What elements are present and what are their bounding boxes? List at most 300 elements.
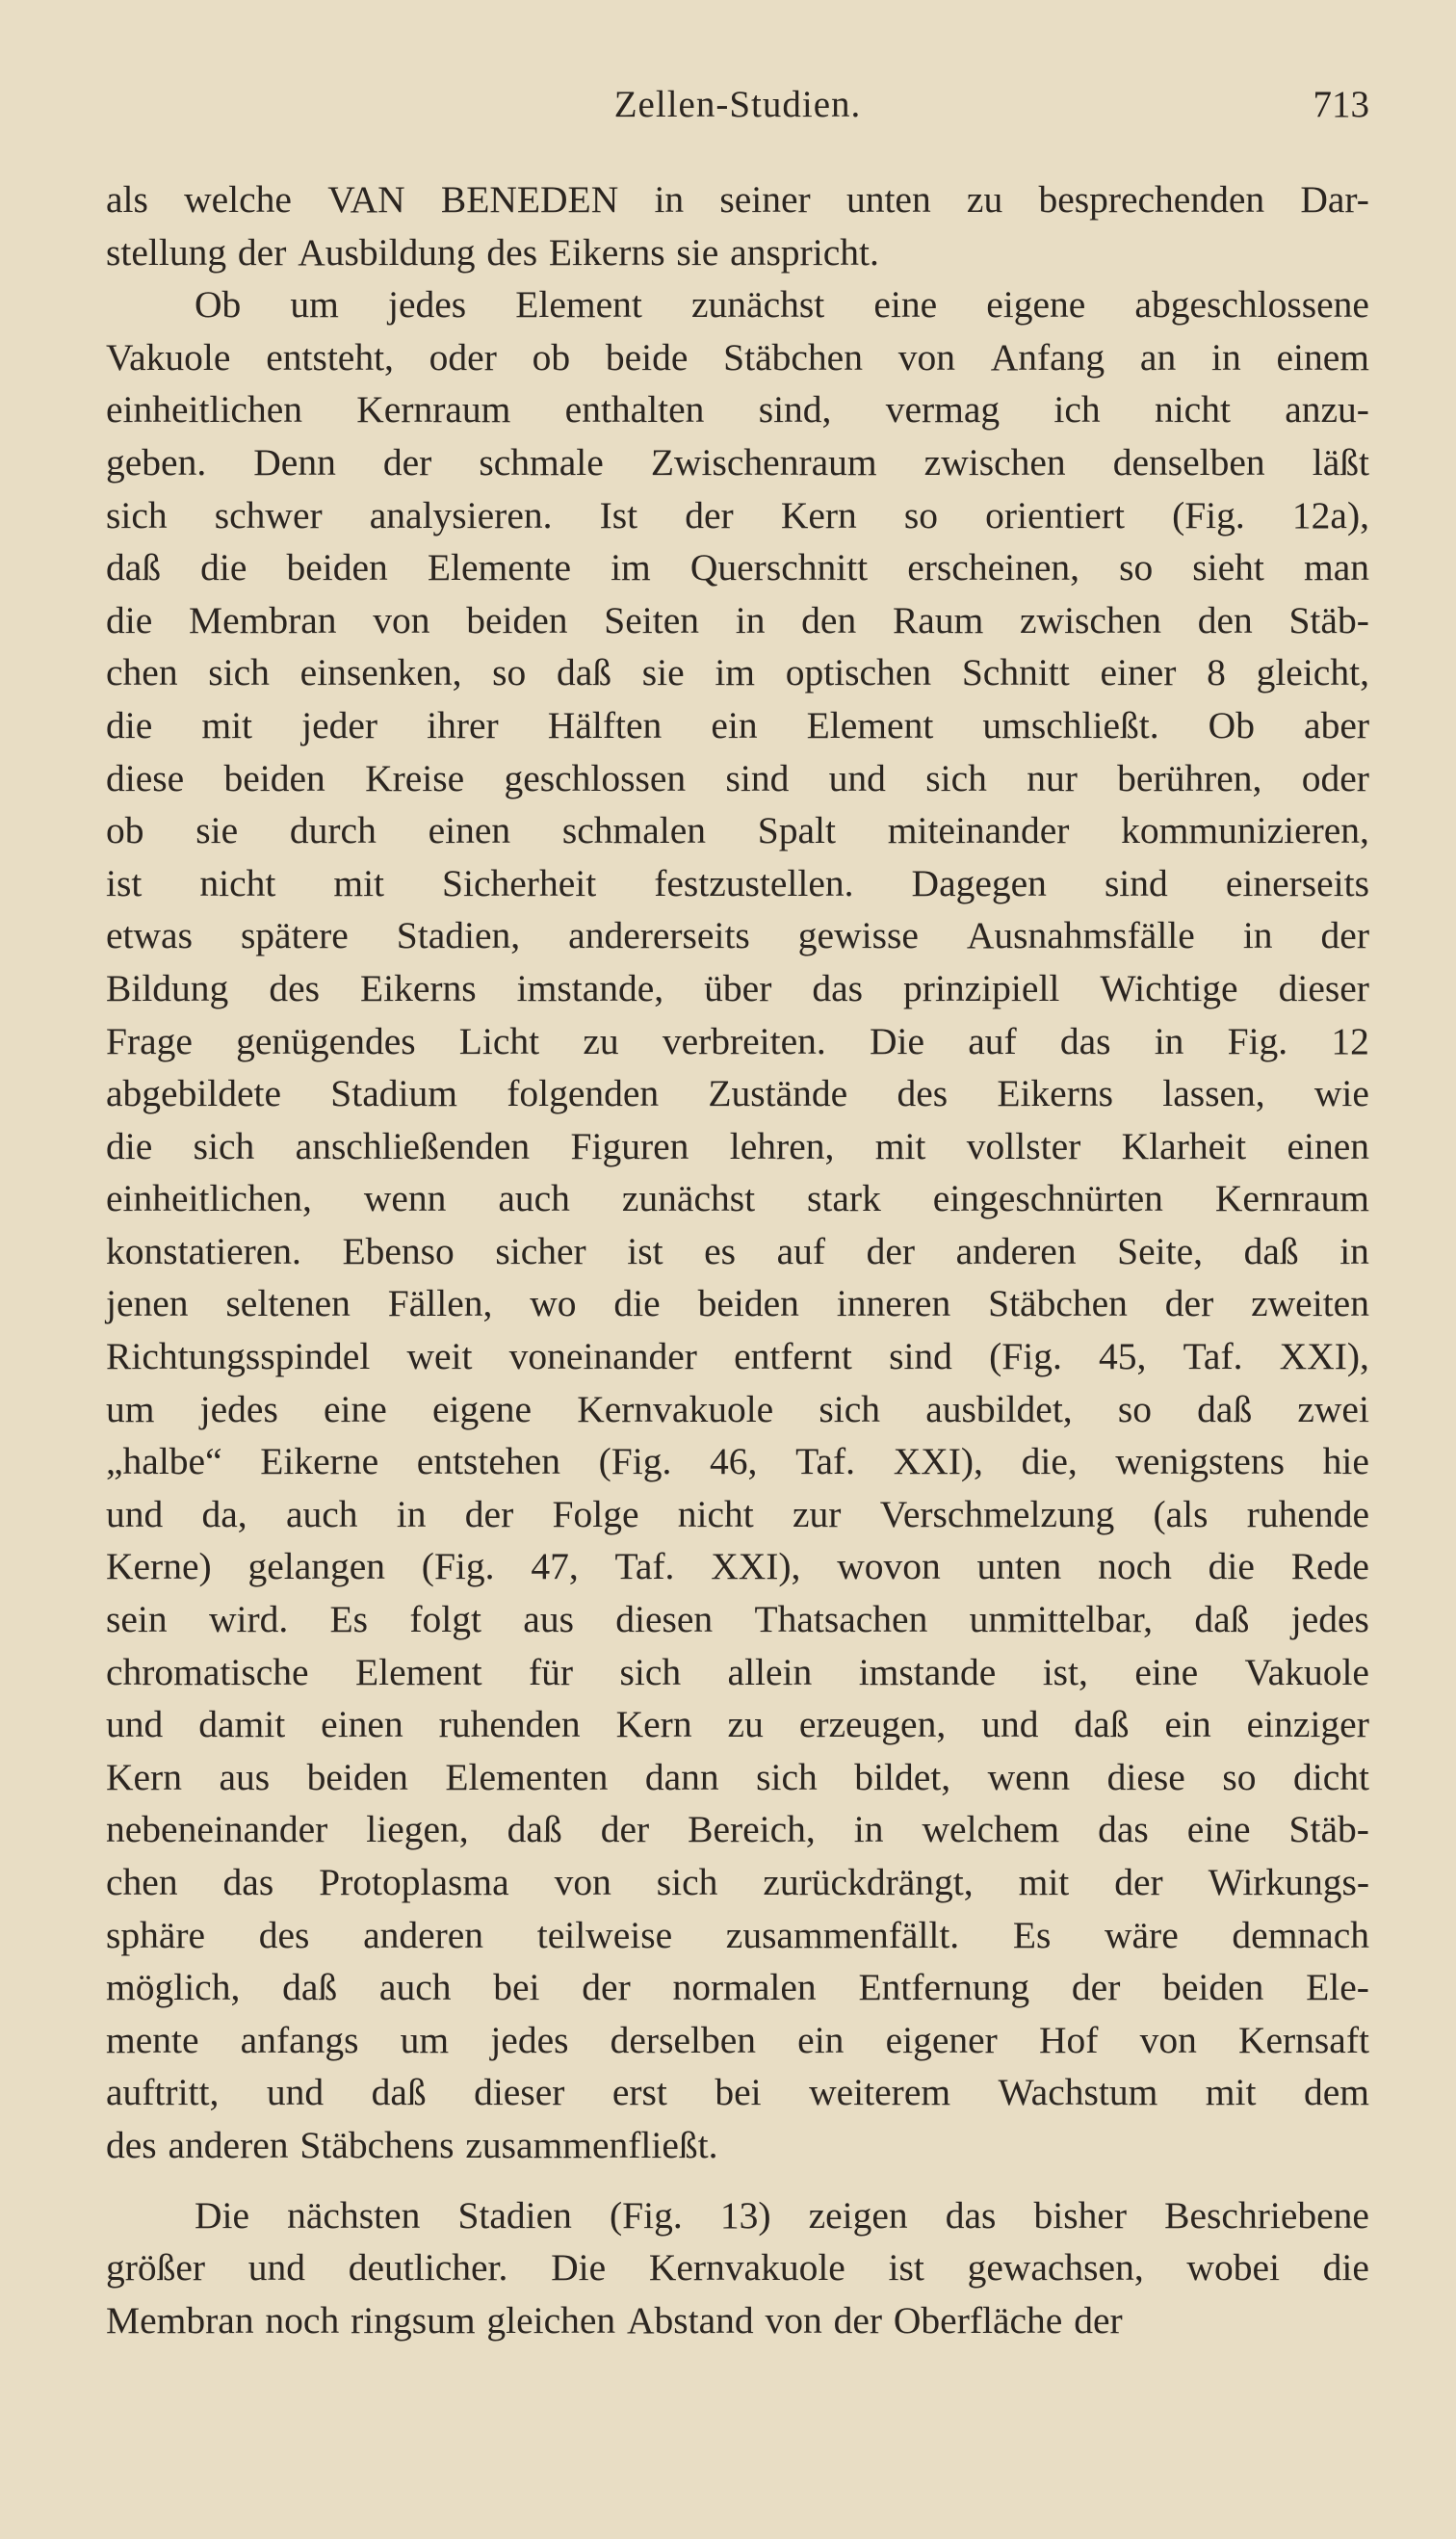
word: in	[735, 598, 766, 641]
word: Stäbchen	[723, 335, 863, 379]
word: aber	[1304, 703, 1369, 746]
word: mit	[1018, 1861, 1070, 1903]
word: lassen,	[1162, 1072, 1265, 1115]
word: bei	[715, 2071, 762, 2114]
word: Element	[806, 703, 934, 746]
word: XXI),	[1279, 1335, 1369, 1378]
word: zweiten	[1251, 1282, 1369, 1325]
word: von	[765, 2298, 822, 2342]
word: Wirkungs-	[1208, 1861, 1369, 1903]
word: Zustände	[708, 1072, 848, 1115]
word: Stadien,	[396, 914, 521, 957]
text-line	[106, 1330, 1369, 1383]
word: optischen	[785, 651, 932, 694]
word: sie	[676, 230, 719, 274]
word: erscheinen,	[907, 546, 1079, 589]
word: sicher	[495, 1229, 586, 1272]
word: Abstand	[627, 2298, 754, 2342]
word: Licht	[458, 1019, 540, 1062]
word: ausbildet,	[925, 1387, 1073, 1430]
word: wovon	[837, 1545, 941, 1588]
word: anschließenden	[295, 1124, 531, 1167]
word: der	[1320, 914, 1369, 957]
word: des	[106, 2123, 157, 2166]
word: sich	[756, 1755, 818, 1798]
word: auch	[378, 1966, 452, 2009]
word: Raum	[892, 598, 984, 641]
word: möglich,	[106, 1966, 241, 2009]
word: die	[200, 546, 247, 589]
word: geschlossen	[504, 756, 687, 799]
word: um	[400, 2018, 450, 2061]
word: weiterem	[809, 2071, 951, 2114]
word: einen	[1287, 1124, 1369, 1167]
text-line	[106, 1225, 1369, 1278]
word: Hälften	[547, 703, 663, 746]
word: damit	[198, 1703, 286, 1746]
word: eigene	[986, 283, 1086, 327]
word: in	[1154, 1019, 1184, 1062]
word: Elementen	[445, 1755, 609, 1798]
word: dieser	[474, 2071, 565, 2114]
word: der	[464, 1492, 514, 1535]
word: daß	[1197, 1387, 1253, 1430]
word: der	[866, 1229, 916, 1272]
word: von	[897, 335, 955, 379]
word: ihrer	[427, 703, 499, 746]
word: 8	[1207, 651, 1226, 694]
word: einheitlichen	[106, 388, 302, 432]
word: wo	[530, 1282, 577, 1325]
word: für	[529, 1650, 574, 1693]
word: der	[600, 1808, 650, 1851]
word: Element	[354, 1650, 482, 1693]
word: demnach	[1232, 1913, 1369, 1956]
word: geben.	[106, 440, 207, 484]
word: Kreise	[365, 756, 465, 799]
word: lehren,	[729, 1124, 835, 1167]
text-line	[106, 383, 1369, 436]
word: einer	[1100, 651, 1177, 694]
text-line	[106, 1277, 1369, 1330]
word: sich	[656, 1861, 718, 1903]
word: des	[486, 230, 538, 274]
word: Die	[869, 1019, 925, 1062]
word: sich	[193, 1124, 255, 1167]
word: zwei	[1297, 1387, 1369, 1430]
word: in	[1339, 1229, 1369, 1272]
word: Kernraum	[1214, 1177, 1369, 1220]
word: mit	[1205, 2071, 1257, 2114]
word: 13)	[719, 2193, 771, 2237]
word: in	[1242, 914, 1273, 957]
word: den	[801, 598, 857, 641]
word: Dagegen	[911, 861, 1047, 904]
word: zu	[583, 1019, 619, 1062]
word: einen	[428, 809, 511, 852]
word: wie	[1313, 1072, 1369, 1115]
text-line	[106, 1803, 1369, 1856]
word: wobei	[1186, 2246, 1280, 2290]
word: gewisse	[797, 914, 919, 957]
word: sich	[106, 493, 168, 537]
word: das	[1098, 1808, 1149, 1851]
word: sein	[106, 1598, 168, 1641]
word: des	[258, 1913, 310, 1956]
word: die	[106, 703, 153, 746]
word: zwischen	[1020, 598, 1161, 641]
word: XXI),	[893, 1440, 983, 1483]
word: zusammenfließt.	[465, 2123, 718, 2166]
word: ein	[797, 2018, 845, 2061]
word: wenn	[987, 1755, 1071, 1798]
word: Stäbchens	[299, 2123, 455, 2166]
word: läßt	[1312, 440, 1369, 484]
word: Taf.	[1183, 1335, 1243, 1378]
word: Eikerns	[548, 230, 665, 274]
word: diese	[106, 756, 185, 799]
word: Ebenso	[342, 1229, 455, 1272]
word: von	[373, 598, 430, 641]
word: Kernvakuole	[577, 1387, 774, 1430]
text-line	[106, 541, 1369, 594]
word: Ele-	[1306, 1966, 1369, 2009]
word: (Fig.	[1172, 493, 1245, 537]
word: Denn	[253, 440, 336, 484]
word: chromatische	[106, 1650, 309, 1693]
word: das	[1059, 1019, 1111, 1062]
word: enthalten	[564, 388, 705, 432]
word: so	[1119, 546, 1154, 589]
word: zusammenfällt.	[725, 1913, 960, 1956]
word: zwischen	[923, 440, 1066, 484]
word: größer	[106, 2246, 206, 2290]
word: (Fig.	[598, 1440, 672, 1483]
word: Membran	[106, 2298, 254, 2342]
word: durch	[289, 809, 377, 852]
word: die	[1208, 1545, 1255, 1588]
word: umschließt.	[982, 703, 1159, 746]
word: bisher	[1033, 2193, 1128, 2237]
word: so	[1117, 1387, 1152, 1430]
paragraph	[106, 278, 1369, 2171]
word: in	[396, 1492, 427, 1535]
word: das	[945, 2193, 997, 2237]
word: folgenden	[507, 1072, 660, 1115]
word: es	[704, 1229, 737, 1272]
word: Zwischenraum	[650, 440, 877, 484]
text-line	[106, 857, 1369, 910]
word: Beschriebene	[1164, 2193, 1369, 2237]
word: Bereich,	[688, 1808, 816, 1851]
word: diese	[1106, 1755, 1185, 1798]
word: auftritt,	[106, 2071, 220, 2114]
word: die	[106, 598, 153, 641]
word: 12a),	[1291, 493, 1369, 537]
text-line	[106, 2189, 1369, 2242]
word: sind	[889, 1335, 952, 1378]
word: Seiten	[604, 598, 699, 641]
word: sie	[195, 809, 239, 852]
word: zunächst	[621, 1177, 756, 1220]
text-line	[106, 646, 1369, 699]
word: oder	[1301, 756, 1369, 799]
word: (Fig.	[989, 1335, 1062, 1378]
word: festzustellen.	[654, 861, 854, 904]
word: sieht	[1192, 546, 1264, 589]
word: ob	[106, 809, 144, 852]
text-line	[106, 331, 1369, 384]
word: analysieren.	[369, 493, 553, 537]
word: und	[247, 2246, 306, 2290]
word: stellung	[106, 230, 227, 274]
word: eigene	[431, 1387, 533, 1430]
word: Wichtige	[1100, 966, 1238, 1009]
word: die	[106, 1124, 153, 1167]
word: VAN	[327, 178, 405, 221]
word: ein	[711, 703, 758, 746]
word: über	[704, 966, 772, 1009]
word: chen	[106, 651, 178, 694]
word: nicht	[677, 1492, 754, 1535]
word: Kernraum	[356, 388, 511, 432]
word: der	[382, 440, 432, 484]
text-line	[106, 278, 1369, 331]
word: mit	[333, 861, 385, 904]
text-line	[106, 489, 1369, 542]
word: einsenken,	[299, 651, 462, 694]
word: auch	[498, 1177, 570, 1220]
word: Stäb-	[1288, 598, 1369, 641]
word: 47,	[531, 1545, 579, 1588]
word: oder	[429, 335, 497, 379]
word: sind,	[758, 388, 832, 432]
word: kommunizieren,	[1121, 809, 1369, 852]
word: eine	[873, 283, 938, 327]
text-line	[106, 1646, 1369, 1699]
word: an	[1139, 335, 1177, 379]
word: zu	[727, 1703, 764, 1746]
word: Bildung	[106, 966, 229, 1009]
word: dann	[644, 1755, 719, 1798]
word: schmalen	[561, 809, 707, 852]
word: berühren,	[1117, 756, 1262, 799]
word: Elemente	[427, 546, 571, 589]
word: vermag	[885, 388, 1001, 432]
word: zunächst	[691, 283, 825, 327]
word: jedes	[1290, 1598, 1369, 1641]
text-line	[106, 2066, 1369, 2119]
word: nächsten	[287, 2193, 421, 2237]
word: unten	[845, 178, 931, 221]
word: besprechenden	[1038, 178, 1265, 221]
text-line	[106, 909, 1369, 962]
word: die	[1322, 2246, 1369, 2290]
word: vollster	[966, 1124, 1081, 1167]
word: aus	[219, 1755, 271, 1798]
word: Eikerne	[260, 1440, 379, 1483]
word: Eikerns	[997, 1072, 1113, 1115]
word: als	[106, 178, 148, 221]
word: dem	[1303, 2071, 1369, 2114]
running-title: Zellen-Studien.	[613, 84, 862, 125]
word: erzeugen,	[798, 1703, 947, 1746]
word: zu	[966, 178, 1003, 221]
word: hie	[1322, 1440, 1369, 1483]
word: Kernsaft	[1237, 2018, 1369, 2061]
word: Element	[515, 283, 642, 327]
word: Membran	[188, 598, 337, 641]
word: der	[685, 493, 734, 537]
word: die	[613, 1282, 661, 1325]
word: so	[903, 493, 939, 537]
word: welche	[184, 178, 292, 221]
word: daß	[282, 1966, 338, 2009]
word: eine	[324, 1387, 387, 1430]
word: Fig.	[1227, 1019, 1288, 1062]
word: seiner	[719, 178, 811, 221]
word: um	[106, 1387, 155, 1430]
text-line	[106, 1120, 1369, 1173]
word: jedes	[387, 283, 467, 327]
word: der	[1071, 1966, 1121, 2009]
word: eine	[1186, 1808, 1251, 1851]
word: ist	[106, 861, 143, 904]
word: Hof	[1038, 2018, 1099, 2061]
word: jedes	[199, 1387, 278, 1430]
word: das	[812, 966, 864, 1009]
word: Ausbildung	[298, 230, 476, 274]
word: nebeneinander	[106, 1808, 328, 1851]
text-line	[106, 752, 1369, 805]
word: Ob	[195, 283, 242, 327]
word: derselben	[610, 2018, 756, 2061]
word: ich	[1053, 388, 1101, 432]
word: ob	[532, 335, 571, 379]
word: zurückdrängt,	[763, 1861, 974, 1903]
word: Frage	[106, 1019, 193, 1062]
word: bildet,	[854, 1755, 951, 1798]
word: BENEDEN	[440, 178, 619, 221]
word: im	[611, 546, 651, 589]
word: sind	[725, 756, 790, 799]
word: unmittelbar,	[969, 1598, 1154, 1641]
word: beiden	[286, 546, 388, 589]
word: der	[582, 1966, 631, 2009]
text-line	[106, 1383, 1369, 1436]
word: noch	[1098, 1545, 1172, 1588]
word: dicht	[1292, 1755, 1369, 1798]
word: bei	[493, 1966, 540, 2009]
word: so	[1222, 1755, 1257, 1798]
word: sich	[925, 756, 987, 799]
word: gelangen	[247, 1545, 386, 1588]
word: verbreiten.	[662, 1019, 826, 1062]
word: abgebildete	[106, 1072, 282, 1115]
word: Klarheit	[1121, 1124, 1247, 1167]
word: Stäbchen	[988, 1282, 1128, 1325]
word: seltenen	[225, 1282, 351, 1325]
word: ruhende	[1246, 1492, 1369, 1535]
word: aus	[523, 1598, 574, 1641]
word: mente	[106, 2018, 199, 2061]
word: Anfang	[990, 335, 1105, 379]
word: ist	[888, 2246, 924, 2290]
word: (Fig.	[421, 1545, 495, 1588]
word: Eikerns	[359, 966, 477, 1009]
word: dieser	[1278, 966, 1369, 1009]
word: 12	[1331, 1019, 1369, 1062]
word: nicht	[1154, 388, 1231, 432]
word: Es	[1012, 1913, 1052, 1956]
word: und	[106, 1492, 164, 1535]
word: des	[269, 966, 320, 1009]
word: das	[222, 1861, 274, 1903]
word: eine	[1134, 1650, 1199, 1693]
word: der	[1114, 1861, 1163, 1903]
text-line	[106, 2241, 1369, 2294]
word: teilweise	[536, 1913, 673, 1956]
word: 45,	[1099, 1335, 1147, 1378]
word: einen	[321, 1703, 403, 1746]
word: denselben	[1112, 440, 1265, 484]
word: Seite,	[1117, 1229, 1204, 1272]
word: Kernvakuole	[648, 2246, 845, 2290]
paragraph	[106, 2189, 1369, 2347]
word: auf	[968, 1019, 1017, 1062]
word: der	[1074, 2298, 1123, 2342]
word: schwer	[214, 493, 323, 537]
word: Figuren	[570, 1124, 689, 1167]
word: Kern	[106, 1755, 182, 1798]
word: Kerne)	[106, 1545, 212, 1588]
word: ist	[627, 1229, 663, 1272]
word: beiden	[466, 598, 568, 641]
word: eigener	[885, 2018, 998, 2061]
word: Die	[551, 2246, 607, 2290]
word: anderen	[168, 2123, 289, 2166]
word: liegen,	[366, 1808, 469, 1851]
text-line	[106, 962, 1369, 1015]
text-line	[106, 1751, 1369, 1804]
word: Es	[329, 1598, 369, 1641]
word: allein	[727, 1650, 813, 1693]
text-line	[106, 1435, 1369, 1488]
word: mit	[874, 1124, 926, 1167]
word: weit	[406, 1335, 473, 1378]
word: jeder	[301, 703, 378, 746]
word: wenigstens	[1115, 1440, 1285, 1483]
word: daß	[507, 1808, 562, 1851]
word: einem	[1276, 335, 1369, 379]
word: sind	[1104, 861, 1168, 904]
word: Stadien	[457, 2193, 572, 2237]
paragraph	[106, 173, 1369, 278]
text-line	[106, 594, 1369, 647]
word: Taf.	[795, 1440, 856, 1483]
text-line	[106, 1067, 1369, 1120]
word: in	[1210, 335, 1241, 379]
word: den	[1197, 598, 1253, 641]
word: beiden	[697, 1282, 799, 1325]
word: gleichen	[486, 2298, 616, 2342]
text-line	[106, 1593, 1369, 1646]
word: spätere	[240, 914, 349, 957]
word: beiden	[306, 1755, 408, 1798]
text-line	[106, 699, 1369, 752]
word: XXI),	[711, 1545, 801, 1588]
word: Wachstum	[998, 2071, 1158, 2114]
